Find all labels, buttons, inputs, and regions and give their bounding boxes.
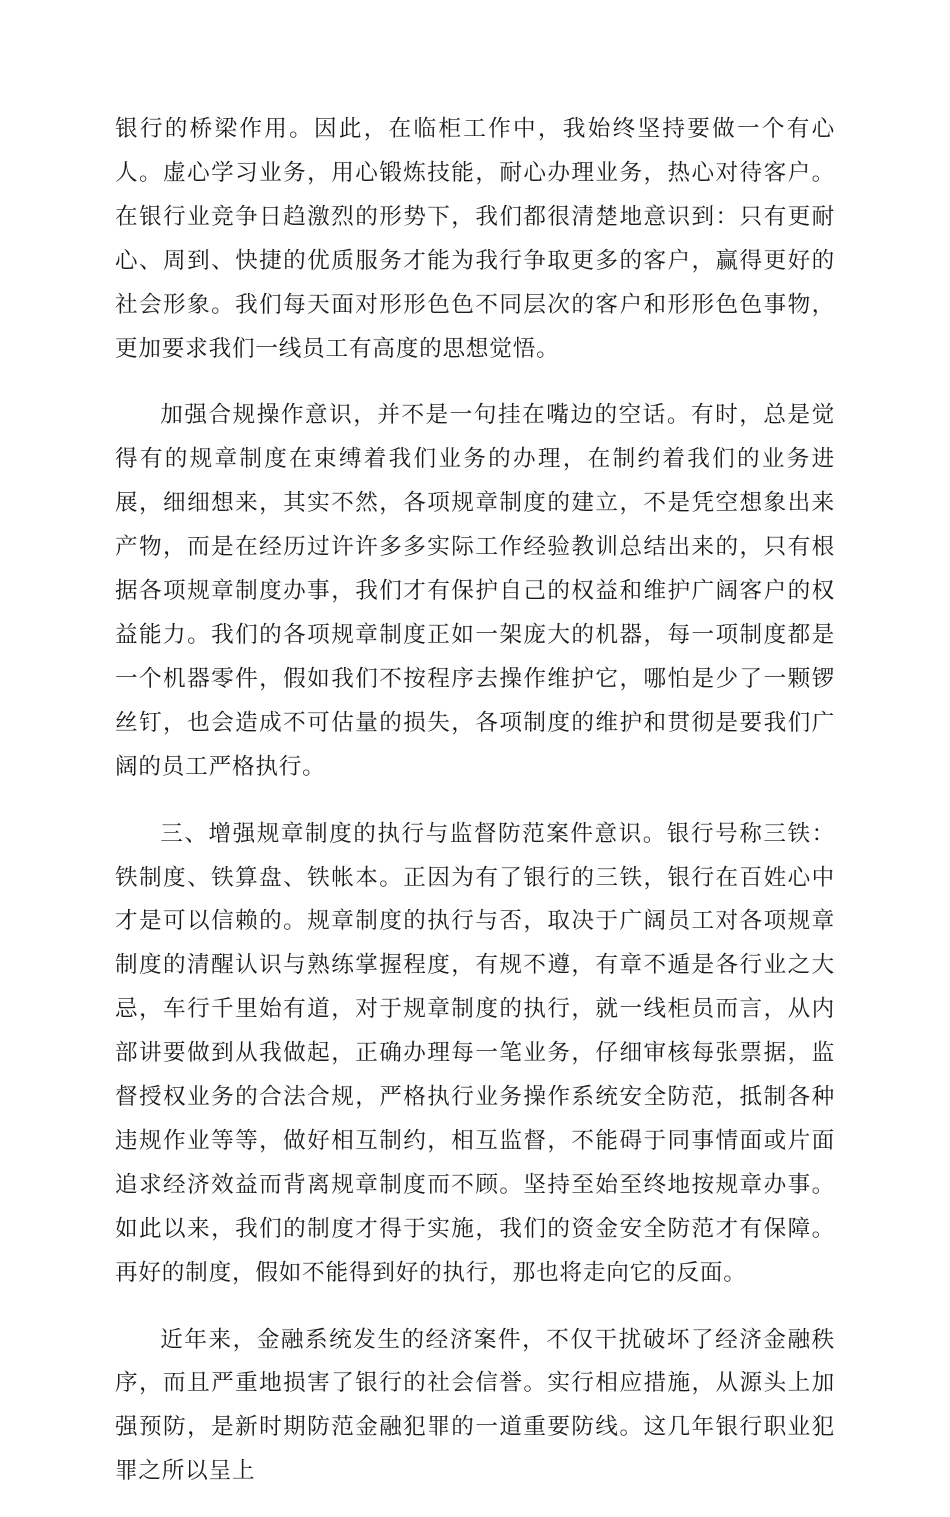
paragraph-recent-years: 近年来，金融系统发生的经济案件，不仅干扰破坏了经济金融秩序，而且严重地损害了银行的社会信誉。实行相应措施，从源头上加强预防，是新时期防范金融犯罪的一道重要防线。这几年银行职业犯罪之所以呈上 <box>115 1326 835 1485</box>
paragraph-continued: 银行的桥梁作用。因此，在临柜工作中，我始终坚持要做一个有心人。虚心学习业务，用心锻炼技能，耐心办理业务，热心对待客户。在银行业竞争日趋激烈的形势下，我们都很清楚地意识到：只有更耐心、周到、快捷的优质服务才能为我行争取更多的客户，赢得更好的社会形象。我们每天面对形形色色不同层次的客户和形形色色事物，更加要求我们一线员工有高度的思想觉悟。 <box>115 116 835 362</box>
paragraph-section-three: 三、增强规章制度的执行与监督防范案件意识。银行号称三铁：铁制度、铁算盘、铁帐本。正因为有了银行的三铁，银行在百姓心中才是可以信赖的。规章制度的执行与否，取决于广阔员工对各项规章制度的清醒认识与熟练掌握程度，有规不遵，有章不遁是各行业之大忌，车行千里始有道，对于规章制度的执行，就一线柜员而言，从内部讲要做到从我做起，正确办理每一笔业务，仔细审核每张票据，监督授权业务的合法合规，严格执行业务操作系统安全防范，抵制各种违规作业等等，做好相互制约，相互监督，不能碍于同事情面或片面追求经济效益而背离规章制度而不顾。坚持至始至终地按规章办事。如此以来，我们的制度才得于实施，我们的资金安全防范才有保障。再好的制度，假如不能得到好的执行，那也将走向它的反面。 <box>115 820 835 1286</box>
document-body <box>115 108 835 1517</box>
paragraph-compliance-awareness: 加强合规操作意识，并不是一句挂在嘴边的空话。有时，总是觉得有的规章制度在束缚着我们业务的办理，在制约着我们的业务进展，细细想来，其实不然，各项规章制度的建立，不是凭空想象出来产物，而是在经历过许许多多实际工作经验教训总结出来的，只有根据各项规章制度办事，我们才有保护自己的权益和维护广阔客户的权益能力。我们的各项规章制度正如一架庞大的机器，每一项制度都是一个机器零件，假如我们不按程序去操作维护它，哪怕是少了一颗锣丝钉，也会造成不可估量的损失，各项制度的维护和贯彻是要我们广阔的员工严格执行。 <box>115 402 835 780</box>
